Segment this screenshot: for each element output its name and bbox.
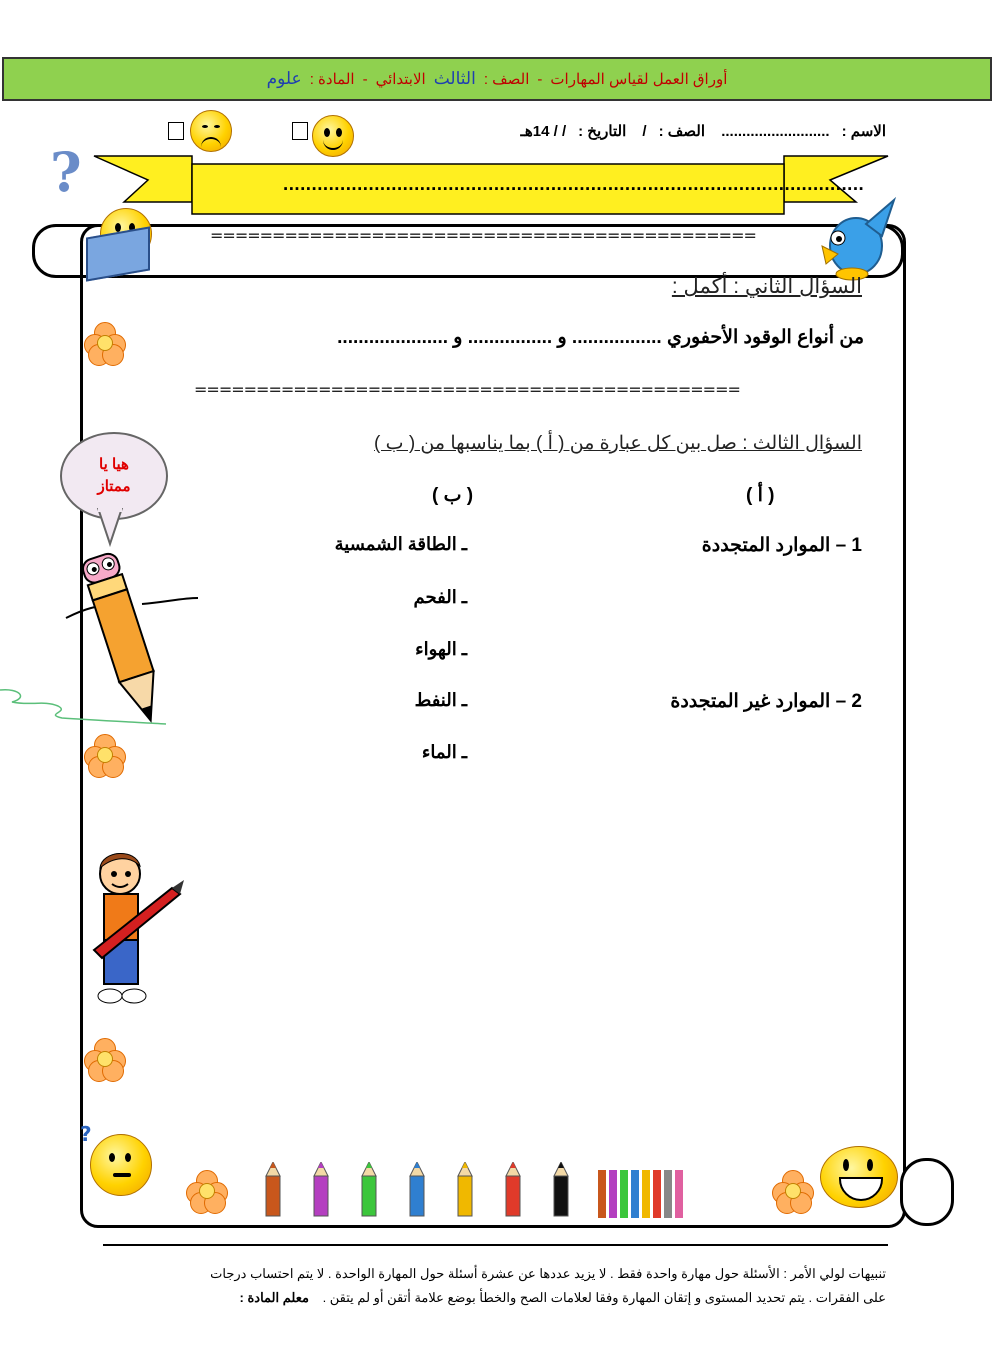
header-sep: -: [362, 70, 368, 88]
flower-icon: [84, 322, 124, 362]
middle-separator: ============================================: [194, 380, 740, 399]
column-b-header: ( ب ): [432, 485, 474, 506]
column-b-item[interactable]: ـ الفحم: [413, 587, 467, 607]
question-marks-icon: ?: [80, 1122, 92, 1146]
class-field[interactable]: /: [642, 123, 647, 140]
column-b-item[interactable]: ـ الطاقة الشمسية: [334, 534, 467, 554]
header-subject-label: المادة :: [309, 71, 355, 88]
not-mastered-checkbox[interactable]: [168, 122, 184, 140]
name-field[interactable]: ..........................: [721, 123, 830, 140]
column-b-item[interactable]: ـ الماء: [421, 742, 467, 762]
parent-notice-line-1: تنبيهات لولي الأمر : الأسئلة حول مهارة واحدة فقط . لا يزيد عددها عن عشرة أسئلة حول المهارة الواحدة . لا يتم احتساب درجات: [210, 1266, 886, 1281]
flower-icon: [186, 1170, 226, 1210]
pencil-icon: [358, 1162, 380, 1218]
scroll-bottom-roll: [900, 1158, 954, 1226]
class-label: الصف :: [658, 123, 706, 140]
flower-icon: [84, 734, 124, 774]
question2-prompt[interactable]: من أنواع الوقود الأحفوري ................. و ................ و .....................: [337, 327, 864, 348]
name-label: الاسم :: [841, 123, 886, 140]
mastered-checkbox[interactable]: [292, 122, 308, 140]
footer-divider: [103, 1244, 888, 1246]
pencil-icon: [310, 1162, 332, 1218]
student-info-row: [508, 122, 886, 140]
date-field[interactable]: / / 14هـ: [520, 123, 567, 140]
boy-with-pencil-icon: [84, 846, 188, 1012]
top-separator: ============================================: [210, 226, 756, 245]
column-b-item[interactable]: ـ الهواء: [415, 639, 467, 659]
parent-notice-line-2: [240, 1290, 886, 1306]
parent-notice-text: على الفقرات . يتم تحديد المستوى و إتقان المهارة وفقا لعلامات الصح والخطأ بوضع علامة أتقن أو لم يتقن .: [322, 1290, 886, 1305]
header-worksheets: أوراق العمل لقياس المهارات: [550, 71, 728, 88]
column-b-item[interactable]: ـ النفط: [414, 690, 467, 710]
header-sep: -: [537, 70, 543, 88]
pencil-icon: [406, 1162, 428, 1218]
question3-title: السؤال الثالث : صل بين كل عبارة من ( أ ) بما يناسبها من ( ب ): [374, 433, 862, 454]
bubble-line-2: ممتاز: [97, 478, 131, 495]
date-label: التاريخ :: [578, 123, 627, 140]
header-level: الابتدائي: [375, 71, 426, 88]
thinking-smiley-icon: [90, 1134, 152, 1196]
bubble-line-1: هيا يا: [99, 456, 129, 473]
flower-icon: [772, 1170, 812, 1210]
column-a-item[interactable]: 1 – الموارد المتجددة: [701, 535, 862, 556]
flower-icon: [84, 1038, 124, 1078]
skill-answer-line[interactable]: ......................................................................................................: [282, 176, 864, 194]
pencil-icon: [454, 1162, 476, 1218]
header-grade-value: الثالث: [433, 69, 476, 88]
blue-bird-icon: [808, 196, 898, 286]
pencil-icon: [502, 1162, 524, 1218]
column-a-item[interactable]: 2 – الموارد غير المتجددة: [670, 691, 862, 712]
laughing-smiley-icon: [820, 1146, 898, 1208]
header-subject-value: علوم: [266, 69, 302, 88]
pencil-icon: [550, 1162, 572, 1218]
sad-face-icon: [190, 110, 232, 152]
question2-title: السؤال الثاني : أكمل :: [671, 275, 862, 298]
pencil-icon: [262, 1162, 284, 1218]
pencil-bundle-icon: [598, 1170, 683, 1218]
colored-pencils-row: [262, 1166, 756, 1218]
column-a-header: ( أ ): [746, 485, 775, 506]
squiggle-line: [0, 684, 170, 730]
worksheet-header-bar: [2, 57, 992, 101]
question-mark-icon: ?: [50, 140, 82, 204]
bubble-tail: [92, 508, 132, 548]
header-grade-label: الصف :: [483, 71, 530, 88]
teacher-label: معلم المادة :: [239, 1290, 309, 1305]
speech-bubble: [60, 432, 168, 520]
